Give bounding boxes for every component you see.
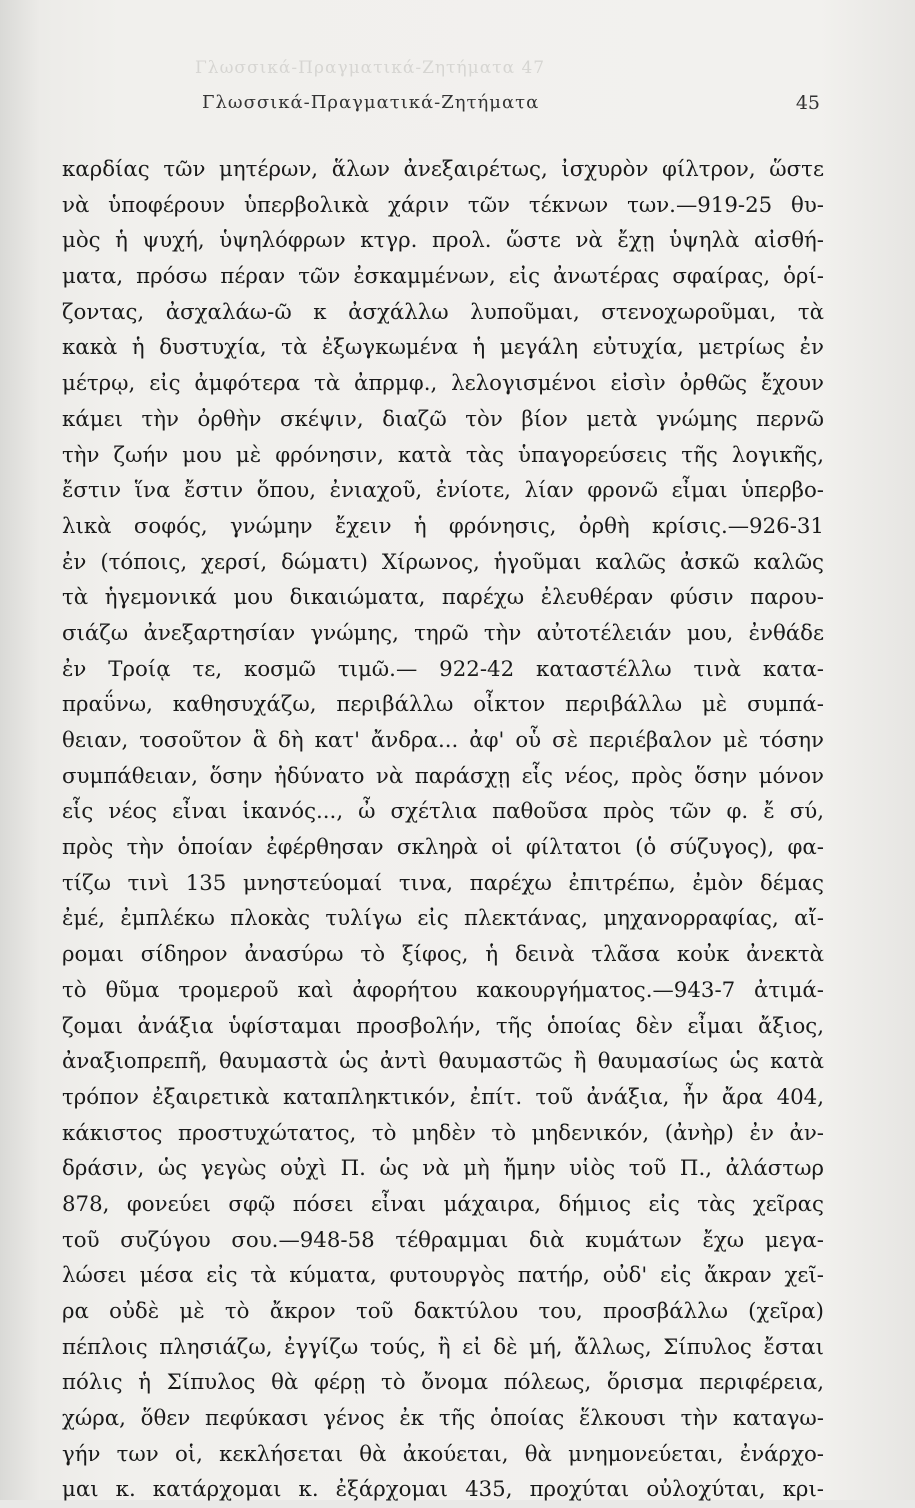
text-line: χώρα, ὅθεν πεφύκασι γένος ἐκ τῆς ὁποίας ἕλκουσι τὴν καταγω- xyxy=(62,1406,824,1432)
running-head: Γλωσσικά-Πραγματικά-Ζητήματα xyxy=(202,92,540,113)
text-line: τὴν ζωήν μου μὲ φρόνησιν, κατὰ τὰς ὑπαγορεύσεις τῆς λογικῆς, xyxy=(62,442,824,468)
text-line: κάμει τὴν ὀρθὴν σκέψιν, διαζῶ τὸν βίον μετὰ γνώμης περνῶ xyxy=(62,406,824,432)
text-line: 878, φονεύει σφῷ πόσει εἶναι μάχαιρα, δήμιος εἰς τὰς χεῖρας xyxy=(62,1191,824,1217)
text-line: τὸ θῦμα τρομεροῦ καὶ ἀφορήτου κακουργήματος.—943-7 ἀτιμά- xyxy=(62,977,824,1003)
text-line: ζοντας, ἀσχαλάω-ῶ κ ἀσχάλλω λυποῦμαι, στενοχωροῦμαι, τὰ xyxy=(62,299,824,325)
text-line: καρδίας τῶν μητέρων, ἅλων ἀνεξαιρέτως, ἰσχυρὸν φίλτρον, ὥστε xyxy=(62,157,824,182)
text-line: εἷς νέος εἶναι ἱκανός..., ὦ σχέτλια παθοῦσα πρὸς τῶν φ. ἔ σύ, xyxy=(62,799,824,825)
text-line: λώσει μέσα εἰς τὰ κύματα, φυτουργὸς πατήρ, οὐδ' εἰς ἄκραν χεῖ- xyxy=(62,1263,824,1289)
text-line: συμπάθειαν, ὅσην ἠδύνατο νὰ παράσχῃ εἷς νέος, πρὸς ὅσην μόνον xyxy=(62,763,824,789)
text-line: γήν των οἱ, κεκλήσεται θὰ ἀκούεται, θὰ μνημονεύεται, ἐνάρχο- xyxy=(62,1441,824,1467)
text-line: ματα, πρόσω πέραν τῶν ἐσκαμμένων, εἰς ἀνωτέρας σφαίρας, ὁρί- xyxy=(62,264,824,290)
text-line: σιάζω ἀνεξαρτησίαν γνώμης, τηρῶ τὴν αὐτοτέλειάν μου, ἐνθάδε xyxy=(62,620,824,646)
text-line: μέτρῳ, εἰς ἀμφότερα τὰ ἀπρμφ., λελογισμένοι εἰσὶν ὀρθῶς ἔχουν xyxy=(62,371,824,397)
page-header xyxy=(120,92,820,122)
text-line: ἔστιν ἵνα ἔστιν ὅπου, ἐνιαχοῦ, ἐνίοτε, λίαν φρονῶ εἶμαι ὑπερβο- xyxy=(62,478,824,504)
text-line: πέπλοις πλησιάζω, ἐγγίζω τούς, ἢ εἰ δὲ μή, ἄλλως, Σίπυλος ἔσται xyxy=(62,1334,824,1360)
text-line: κάκιστος προστυχώτατος, τὸ μηδὲν τὸ μηδενικόν, (ἀνὴρ) ἐν ἀν- xyxy=(62,1120,824,1146)
body-text xyxy=(62,152,824,1508)
text-line: ρομαι σίδηρον ἀνασύρω τὸ ξίφος, ἡ δεινὰ τλᾶσα κοὐκ ἀνεκτὰ xyxy=(62,942,824,968)
page-number: 45 xyxy=(795,92,820,114)
text-line: ρα οὐδὲ μὲ τὸ ἄκρον τοῦ δακτύλου του, προσβάλλω (χεῖρα) xyxy=(62,1299,824,1324)
text-line: τὰ ἡγεμονικά μου δικαιώματα, παρέχω ἐλευθέραν φύσιν παρου- xyxy=(62,585,824,611)
text-line: νὰ ὑποφέρουν ὑπερβολικὰ χάριν τῶν τέκνων των.—919-25 θυ- xyxy=(62,192,824,218)
text-line: τοῦ συζύγου σου.—948-58 τέθραμμαι διὰ κυμάτων ἔχω μεγα- xyxy=(62,1227,824,1253)
text-line: πρὸς τὴν ὁποίαν ἐφέρθησαν σκληρὰ οἱ φίλτατοι (ὁ σύζυγος), φα- xyxy=(62,835,824,861)
text-line: μαι κ. κατάρχομαι κ. ἐξάρχομαι 435, προχύται οὐλοχύται, κρι- xyxy=(62,1477,824,1503)
text-line: ἐμέ, ἐμπλέκω πλοκὰς τυλίγω εἰς πλεκτάνας, μηχανορραφίας, αἴ- xyxy=(62,906,824,932)
text-line: ζομαι ἀνάξια ὑφίσταμαι προσβολήν, τῆς ὁποίας δὲν εἶμαι ἄξιος, xyxy=(62,1013,824,1039)
text-line: ἐν Τροίᾳ τε, κοσμῶ τιμῶ.— 922-42 καταστέλλω τινὰ κατα- xyxy=(62,656,824,682)
text-line: τρόπον ἐξαιρετικὰ καταπληκτικόν, ἐπίτ. τοῦ ἀνάξια, ἦν ἄρα 404, xyxy=(62,1084,824,1110)
text-line: πραΰνω, καθησυχάζω, περιβάλλω οἶκτον περιβάλλω μὲ συμπά- xyxy=(62,692,824,718)
text-line: τίζω τινὶ 135 μνηστεύομαί τινα, παρέχω ἐπιτρέπω, ἐμὸν δέμας xyxy=(62,870,824,896)
text-line: μὸς ἡ ψυχή, ὑψηλόφρων κτγρ. προλ. ὥστε νὰ ἔχῃ ὑψηλὰ αἰσθή- xyxy=(62,228,824,254)
text-line: ἐν (τόποις, χερσί, δώματι) Χίρωνος, ἡγοῦμαι καλῶς ἀσκῶ καλῶς xyxy=(62,549,824,575)
text-line: δράσιν, ὡς γεγὼς οὐχὶ Π. ὡς νὰ μὴ ἤμην υἱὸς τοῦ Π., ἀλάστωρ xyxy=(62,1156,824,1182)
text-line: ἀναξιοπρεπῆ, θαυμαστὰ ὡς ἀντὶ θαυμαστῶς ἢ θαυμασίως ὡς κατὰ xyxy=(62,1049,824,1075)
text-line: θειαν, τοσοῦτον ἃ δὴ κατ' ἄνδρα... ἀφ' οὗ σὲ περιέβαλον μὲ τόσην xyxy=(62,728,824,753)
bleed-through-text: Γλωσσικά-Πραγματικά-Ζητήματα 47 xyxy=(195,58,546,78)
text-line: λικὰ σοφός, γνώμην ἔχειν ἡ φρόνησις, ὀρθὴ κρίσις.—926-31 xyxy=(62,513,824,539)
text-line: πόλις ἡ Σίπυλος θὰ φέρῃ τὸ ὄνομα πόλεως, ὅρισμα περιφέρεια, xyxy=(62,1370,824,1396)
text-line: κακὰ ἡ δυστυχία, τὰ ἐξωγκωμένα ἡ μεγάλη εὐτυχία, μετρίως ἐν xyxy=(62,335,824,361)
